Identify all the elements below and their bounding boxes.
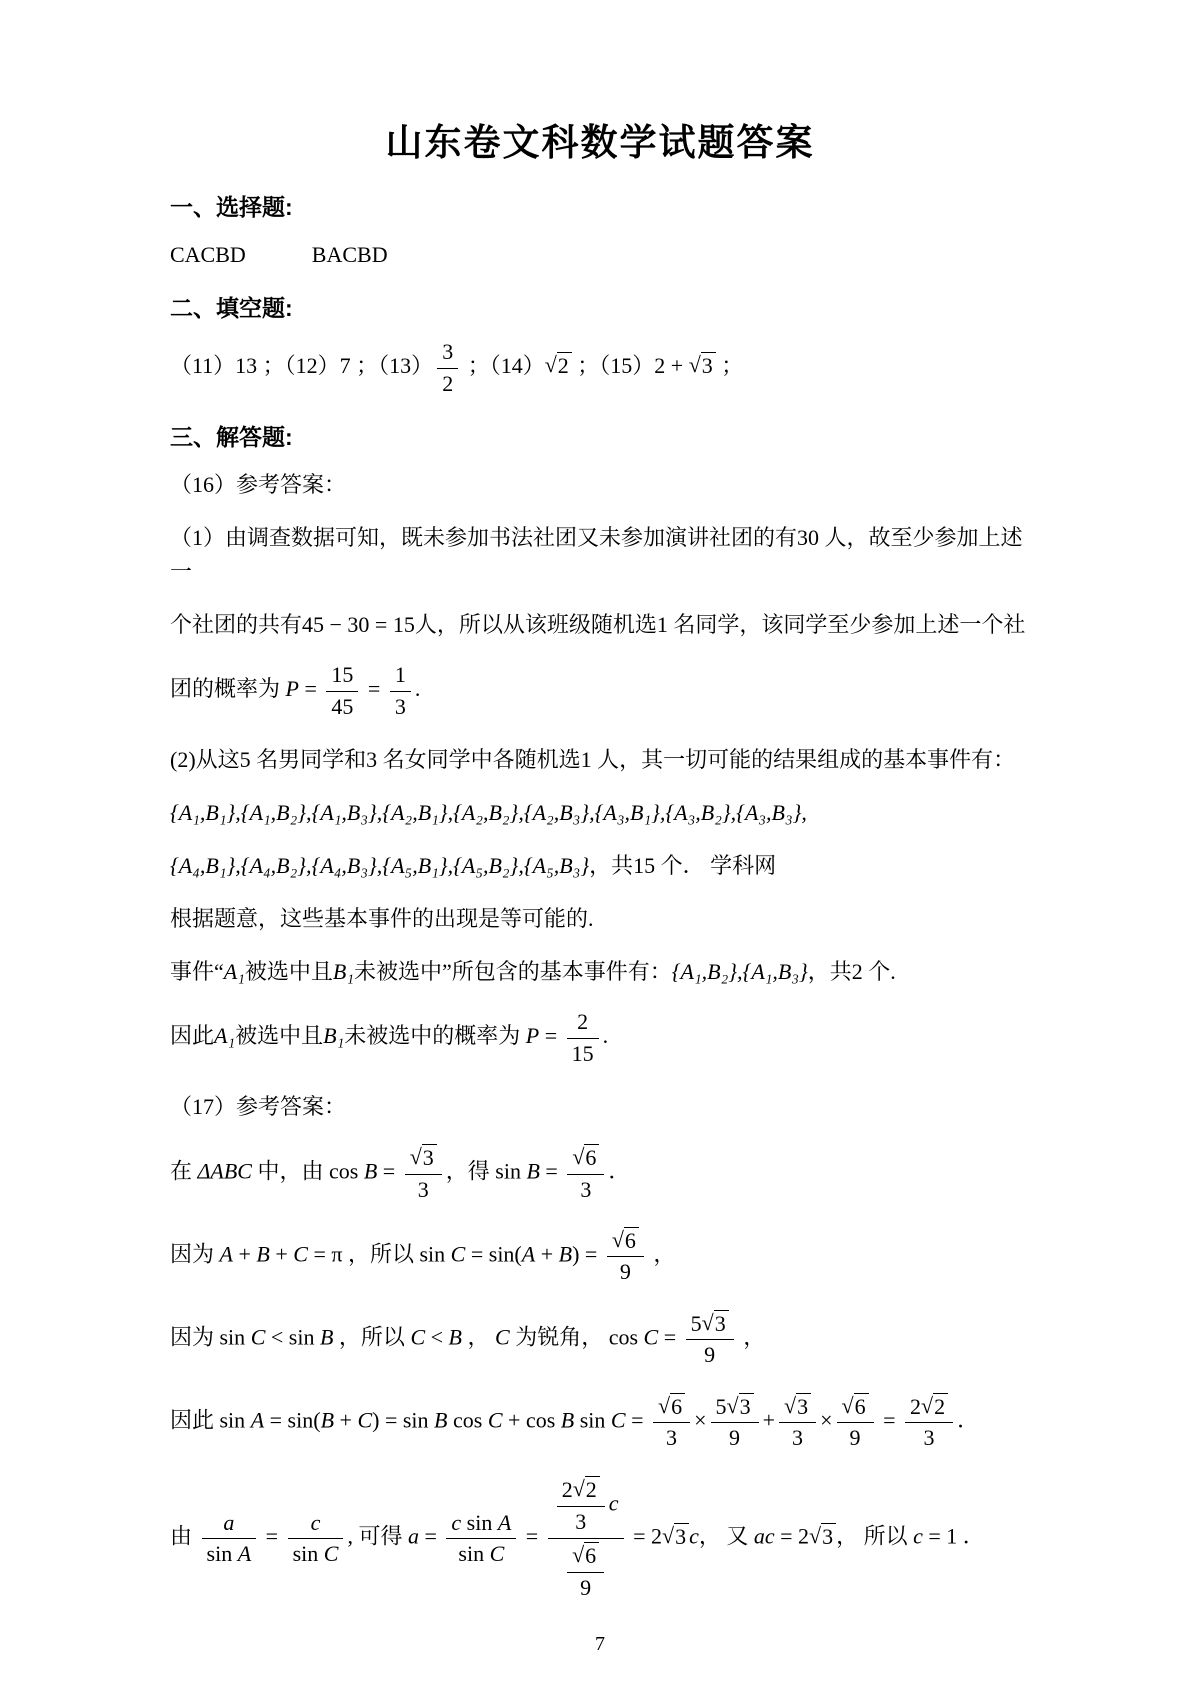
text-run: 3 — [666, 1425, 678, 1451]
text-run: 9 — [729, 1425, 741, 1451]
text-run: 事件“ — [170, 959, 224, 985]
text-run: 15 — [331, 662, 354, 688]
text-run: 三、解答题: — [170, 424, 293, 451]
text-run: × — [820, 1407, 833, 1433]
text-run: 因此 sin — [170, 1407, 251, 1433]
text-run: . — [602, 1023, 609, 1049]
text-run: 6 — [585, 1543, 597, 1569]
text-run: + — [334, 1407, 358, 1433]
radicand — [585, 1476, 600, 1502]
text-run: 9 — [849, 1425, 861, 1451]
text-run: 个社团的共有45 − 30 = 15人，所以从该班级随机选1 名同学，该同学至少参加上述一个社 — [170, 612, 1026, 638]
radical-sign-icon: √ — [921, 1392, 934, 1418]
text-run: 被选中且 — [244, 959, 333, 985]
text-run: ；（15）2 + — [571, 353, 689, 379]
fraction — [557, 1475, 605, 1536]
denominator — [567, 1572, 604, 1602]
text-run: = π ，所以 sin — [307, 1241, 451, 1267]
sqrt — [727, 1393, 754, 1419]
radical-sign-icon: √ — [572, 1542, 585, 1568]
math-variable: C — [410, 1324, 426, 1350]
math-variable: B — [558, 1241, 573, 1267]
text-run: = — [625, 1407, 649, 1433]
text-run: 2 — [585, 1477, 597, 1503]
math-variable: {A₄,B₁},{A₄,B₂},{A₄,B₃},{A₅,B₁},{A₅,B₂},{A₅,B₃} — [170, 853, 590, 879]
math-variable: C — [323, 1541, 339, 1567]
text-run: 因为 — [170, 1241, 220, 1267]
math-variable: C — [495, 1324, 510, 1350]
text-run: , 可得 — [347, 1523, 408, 1549]
document-content — [170, 190, 1030, 1603]
q17-line2 — [170, 1226, 1030, 1287]
numerator — [437, 338, 458, 367]
text-run: CACBD — [170, 241, 246, 267]
text-run: ，共2 个. — [807, 959, 896, 985]
numerator — [607, 1226, 644, 1256]
math-variable: C — [487, 1407, 503, 1433]
text-run: 9 — [580, 1574, 592, 1600]
text-run: = sin( — [465, 1241, 522, 1267]
text-run: 3 — [797, 1393, 809, 1419]
text-run: = — [362, 676, 386, 702]
text-run: sin — [458, 1541, 490, 1567]
text-run: 3 — [442, 339, 454, 365]
fraction — [405, 1143, 442, 1204]
math-variable: A — [521, 1241, 536, 1267]
text-run: ，共15 个． 学科网 — [589, 853, 777, 879]
radical-sign-icon: √ — [809, 1522, 822, 1548]
q16-part1-line1 — [170, 521, 1030, 589]
radicand — [584, 1144, 599, 1170]
q16-event-def — [170, 955, 1030, 989]
radicand — [584, 1542, 599, 1568]
text-run: ． — [608, 1158, 631, 1184]
text-run: + cos — [502, 1407, 561, 1433]
math-variable: B₁ — [332, 959, 354, 985]
text-run: 中，由 cos — [251, 1158, 364, 1184]
text-run: = 2 — [774, 1523, 810, 1549]
q17-header — [170, 1090, 1030, 1124]
math-variable: B — [448, 1324, 462, 1350]
math-variable: P — [285, 676, 299, 702]
denominator — [548, 1538, 624, 1603]
text-run: = — [520, 1523, 544, 1549]
math-variable: B₁ — [323, 1023, 345, 1049]
text-run: 二、填空题: — [170, 294, 293, 321]
text-run: 2 — [557, 353, 569, 379]
choice-answers — [170, 238, 1030, 272]
text-run: = 1 ． — [922, 1523, 985, 1549]
text-run: 2 — [934, 1393, 946, 1419]
text-run: 未被选中的概率为 — [344, 1023, 526, 1049]
denominator — [653, 1422, 690, 1452]
section-solutions — [170, 420, 1030, 456]
math-variable: A — [237, 1541, 252, 1567]
numerator — [202, 1509, 257, 1538]
fraction — [390, 661, 411, 721]
text-run: 3 — [822, 1523, 834, 1549]
sqrt — [572, 1542, 599, 1568]
radical-sign-icon: √ — [841, 1392, 854, 1418]
text-run: 6 — [671, 1393, 683, 1419]
page-title: 山东卷文科数学试题答案 — [385, 123, 815, 164]
numerator — [405, 1143, 442, 1173]
fraction — [567, 1143, 604, 1204]
text-run: 2 — [910, 1393, 921, 1419]
text-run: 6 — [854, 1393, 866, 1419]
numerator — [686, 1309, 734, 1339]
radical-sign-icon: √ — [611, 1227, 624, 1253]
text-run: ， 又 — [698, 1523, 754, 1549]
text-run: = — [260, 1523, 284, 1549]
text-run: + — [269, 1241, 294, 1267]
text-run: = — [658, 1324, 682, 1350]
text-run: 3 — [714, 1310, 726, 1336]
numerator — [905, 1392, 953, 1422]
fraction — [202, 1509, 257, 1569]
fraction — [437, 338, 458, 398]
denominator — [390, 691, 411, 721]
text-run: ， 所以 — [836, 1523, 914, 1549]
text-run: ，得 sin — [445, 1158, 527, 1184]
q16-part2-line1 — [170, 743, 1030, 777]
text-run: 因此 — [170, 1023, 215, 1049]
denominator — [288, 1538, 344, 1568]
radical-sign-icon: √ — [572, 1144, 585, 1170]
text-run: 9 — [704, 1342, 716, 1368]
text-run: 2 — [442, 370, 454, 396]
math-variable: C — [489, 1541, 505, 1567]
text-run: 5 — [690, 1310, 702, 1336]
math-variable: a — [223, 1509, 235, 1535]
math-variable: A — [497, 1509, 512, 1535]
denominator — [405, 1174, 442, 1204]
numerator — [446, 1509, 516, 1538]
text-run: 3 — [580, 1176, 592, 1202]
fraction — [711, 1392, 759, 1453]
text-run: = — [539, 1023, 563, 1049]
text-run: 未被选中”所包含的基本事件有： — [353, 959, 672, 985]
text-run: 根据题意，这些基本事件的出现是等可能的. — [170, 906, 594, 932]
text-run: < sin — [265, 1324, 320, 1350]
sqrt — [573, 1476, 600, 1502]
sqrt — [809, 1523, 836, 1549]
math-variable: a — [407, 1523, 419, 1549]
section-multiple-choice — [170, 190, 1030, 226]
text-run: ． — [957, 1407, 980, 1433]
numerator — [711, 1392, 759, 1422]
fraction — [686, 1309, 734, 1370]
fraction — [607, 1226, 644, 1287]
fraction — [905, 1392, 953, 1453]
math-variable: c — [913, 1523, 923, 1549]
math-variable: A — [250, 1407, 265, 1433]
radicand — [854, 1393, 869, 1419]
sqrt — [612, 1227, 639, 1253]
text-run: ；（14） — [462, 353, 545, 379]
math-variable: c — [310, 1509, 321, 1535]
radical-sign-icon: √ — [701, 1309, 714, 1335]
q16-part1-line3 — [170, 661, 1030, 721]
numerator — [288, 1509, 344, 1538]
numerator — [548, 1474, 624, 1538]
q16-events-line2 — [170, 849, 1030, 883]
text-run: 3 — [422, 1145, 434, 1171]
text-run: 在 — [170, 1158, 198, 1184]
numerator — [326, 661, 358, 690]
text-run: = — [539, 1158, 564, 1184]
math-variable: B — [319, 1324, 334, 1350]
numerator — [779, 1392, 816, 1422]
radicand — [557, 352, 572, 378]
section-fill-blank — [170, 291, 1030, 327]
text-run: 3 — [739, 1393, 751, 1419]
page-number: 7 — [595, 1633, 605, 1655]
denominator — [837, 1422, 874, 1452]
q17-line3 — [170, 1309, 1030, 1370]
math-variable: B — [560, 1407, 575, 1433]
text-run: 由 — [170, 1523, 198, 1549]
denominator — [686, 1339, 734, 1369]
text-run: = — [877, 1407, 901, 1433]
text-run: (2)从这5 名男同学和3 名女同学中各随机选1 人，其一切可能的结果组成的基本事件有： — [170, 746, 1016, 772]
q16-part1-line2 — [170, 608, 1030, 642]
numerator — [837, 1392, 874, 1422]
sqrt — [689, 352, 716, 378]
text-run: BACBD — [311, 241, 388, 267]
sqrt — [921, 1393, 948, 1419]
math-variable: A₁ — [223, 959, 245, 985]
math-variable: c — [451, 1509, 462, 1535]
text-run: 3 — [792, 1425, 804, 1451]
math-variable: B — [363, 1158, 378, 1184]
denominator — [567, 1174, 604, 1204]
math-variable: P — [525, 1023, 540, 1049]
fraction — [653, 1392, 690, 1453]
q17-line1 — [170, 1143, 1030, 1204]
text-run: sin — [292, 1541, 324, 1567]
text-run: sin — [574, 1407, 611, 1433]
radical-sign-icon: √ — [572, 1476, 585, 1502]
radical-sign-icon: √ — [658, 1392, 671, 1418]
fraction — [837, 1392, 874, 1453]
text-run: ； — [715, 353, 744, 379]
text-run: 3 — [417, 1176, 429, 1202]
text-run: 3 — [923, 1425, 935, 1451]
text-run: 15 — [571, 1040, 594, 1066]
fraction — [779, 1392, 816, 1453]
radicand — [796, 1393, 811, 1419]
radical-sign-icon: √ — [784, 1392, 797, 1418]
text-run: ) = sin — [372, 1407, 435, 1433]
radical-sign-icon: √ — [409, 1144, 422, 1170]
math-variable: c — [689, 1523, 699, 1549]
math-variable: {A₁,B₁},{A₁,B₂},{A₁,B₃},{A₂,B₁},{A₂,B₂},{A₂,B₃},{A₃,B₁},{A₃,B₂},{A₃,B₃}, — [170, 800, 807, 826]
text-run: 被选中且 — [235, 1023, 324, 1049]
math-variable: A₁ — [214, 1023, 236, 1049]
text-run: = — [418, 1523, 443, 1549]
text-run: sin — [206, 1541, 238, 1567]
math-variable: ΔABC — [197, 1158, 252, 1184]
denominator — [326, 691, 358, 721]
radicand — [821, 1523, 836, 1549]
q16-events-line1 — [170, 796, 1030, 830]
text-run: ， — [462, 1324, 496, 1350]
numerator — [557, 1475, 605, 1505]
numerator — [567, 1008, 599, 1037]
text-run: 3 — [394, 693, 406, 719]
fraction — [567, 1541, 604, 1602]
sqrt — [545, 352, 572, 378]
numerator — [653, 1392, 690, 1422]
radical-sign-icon: √ — [726, 1392, 739, 1418]
text-run: （16）参考答案： — [170, 471, 347, 497]
fraction — [567, 1008, 599, 1068]
radical-sign-icon: √ — [661, 1522, 675, 1548]
math-variable: {A₁,B₂},{A₁,B₃} — [671, 959, 808, 985]
math-variable: B — [434, 1407, 448, 1433]
radicand — [670, 1393, 685, 1419]
math-variable: C — [250, 1324, 266, 1350]
text-run: 3 — [701, 353, 713, 379]
text-run: ， — [737, 1324, 766, 1350]
radicand — [674, 1523, 689, 1549]
sqrt — [410, 1144, 437, 1170]
denominator — [607, 1256, 644, 1286]
text-run: + — [535, 1241, 559, 1267]
sqrt — [842, 1393, 869, 1419]
text-run: = — [377, 1158, 401, 1184]
denominator — [905, 1422, 953, 1452]
text-run: + — [232, 1241, 257, 1267]
radicand — [714, 1310, 729, 1336]
q16-header — [170, 468, 1030, 502]
math-variable: B — [320, 1407, 335, 1433]
denominator — [779, 1422, 816, 1452]
math-variable: C — [357, 1407, 373, 1433]
sqrt — [572, 1144, 599, 1170]
q17-line4 — [170, 1392, 1030, 1453]
sqrt — [702, 1310, 729, 1336]
denominator — [557, 1506, 605, 1536]
text-run: < — [425, 1324, 449, 1350]
fill-blank-answers — [170, 338, 1030, 398]
radicand — [739, 1393, 754, 1419]
denominator — [202, 1538, 257, 1568]
math-variable: B — [526, 1158, 540, 1184]
math-variable: C — [610, 1407, 626, 1433]
numerator — [390, 661, 411, 690]
text-run: . — [414, 676, 421, 702]
fraction — [446, 1509, 516, 1569]
text-run: ，所以 — [333, 1324, 411, 1350]
text-run: 2 — [577, 1009, 589, 1035]
text-run: 为锐角， cos — [509, 1324, 644, 1350]
radicand — [422, 1144, 437, 1170]
sqrt — [658, 1393, 685, 1419]
numerator — [567, 1143, 604, 1173]
sqrt — [662, 1523, 689, 1549]
math-variable: c — [608, 1490, 619, 1516]
denominator — [446, 1538, 516, 1568]
text-run: 6 — [585, 1145, 597, 1171]
fraction — [288, 1509, 344, 1569]
text-run: 一、选择题: — [170, 194, 293, 220]
math-variable: C — [293, 1241, 308, 1267]
text-run: = 2 — [627, 1523, 662, 1549]
math-variable: C — [643, 1324, 659, 1350]
denominator — [437, 368, 458, 398]
text-run: 3 — [675, 1523, 687, 1549]
math-variable: ac — [753, 1523, 775, 1549]
text-run: 45 — [331, 693, 354, 719]
math-variable: A — [219, 1241, 233, 1267]
radical-sign-icon: √ — [688, 352, 701, 378]
denominator — [711, 1422, 759, 1452]
math-variable: B — [256, 1241, 270, 1267]
text-run: 因为 sin — [170, 1324, 251, 1350]
radicand — [701, 352, 716, 378]
denominator — [567, 1038, 599, 1068]
text-run: = — [298, 676, 323, 702]
text-run: 2 — [561, 1477, 573, 1503]
text-run: 团的概率为 — [170, 676, 286, 702]
text-run: （11）13 ；（12）7 ；（13） — [170, 353, 434, 379]
text-run: 9 — [619, 1259, 631, 1285]
text-run: 5 — [715, 1393, 727, 1419]
radical-sign-icon: √ — [544, 352, 557, 378]
text-run: = sin( — [264, 1407, 321, 1433]
fraction — [326, 661, 358, 721]
text-run: sin — [461, 1509, 498, 1535]
fraction — [548, 1474, 624, 1603]
text-run: 6 — [624, 1228, 636, 1254]
q17-line5 — [170, 1474, 1030, 1603]
q16-equally-likely — [170, 902, 1030, 936]
text-run: （1）由调查数据可知，既未参加书法社团又未参加演讲社团的有30 人，故至少参加上述一 — [170, 524, 1023, 584]
text-run: cos — [447, 1407, 488, 1433]
text-run: × — [694, 1407, 707, 1433]
text-run: 1 — [394, 662, 406, 688]
text-run: 3 — [575, 1508, 587, 1534]
math-variable: C — [450, 1241, 466, 1267]
text-run: ) = — [572, 1241, 603, 1267]
text-run: ， — [647, 1241, 676, 1267]
numerator — [567, 1541, 604, 1571]
radicand — [933, 1393, 948, 1419]
sqrt — [784, 1393, 811, 1419]
radicand — [624, 1227, 639, 1253]
text-run: （17）参考答案： — [170, 1094, 347, 1120]
text-run: + — [762, 1407, 775, 1433]
q16-probability — [170, 1008, 1030, 1068]
